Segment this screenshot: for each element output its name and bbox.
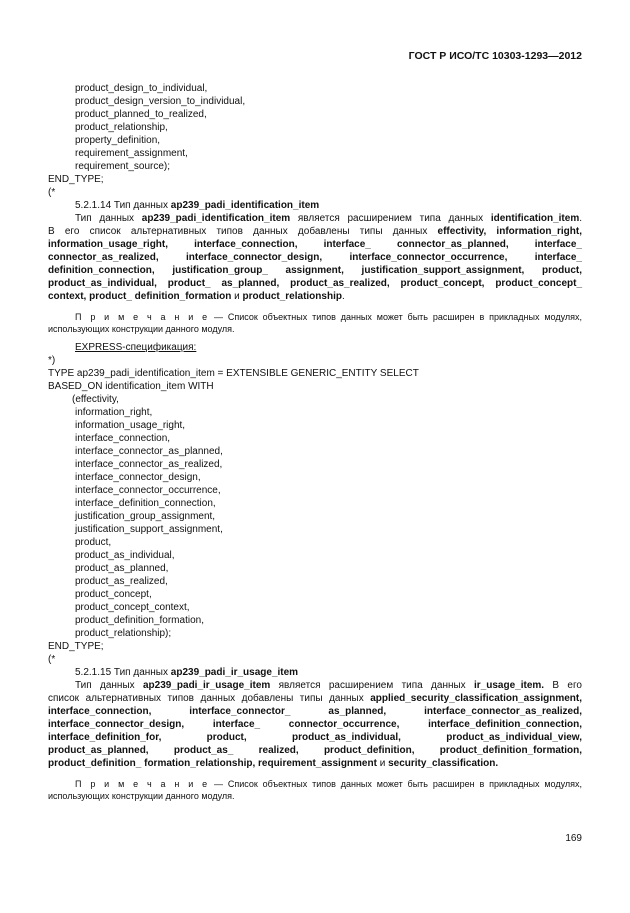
section-paragraph: Тип данных ap239_padi_identification_item является расширением типа данных identification_item. В его список альтернативных типов данных добавлены типы данных effectivity, information_right, information_usage_right, interface_connection, interface_ connector_as_planned, interface_ connector_as_realized, interface_connector_design, interface_connector_occurrence, interface_ definition_connection, justification_group_ assignment, justification_support_assignment, product, product_as_individual, product_ as_planned, product_as_realized, product_concept, product_concept_ context, product_ definition_formation и product_relationship.: [48, 213, 582, 302]
list-item: product_design_to_individual,: [75, 83, 208, 94]
comment-close: *): [48, 355, 56, 366]
list-item: interface_connector_as_realized,: [75, 459, 223, 470]
list-item: product_concept,: [75, 589, 152, 600]
list-item: interface_connector_design,: [75, 472, 201, 483]
section-heading: 5.2.1.14 Тип данных ap239_padi_identification_item: [75, 200, 320, 211]
list-item: information_right,: [75, 407, 153, 418]
note: П р и м е ч а н и е — Список объектных типов данных может быть расширен в прикладных модулях, использующих конструкции данного модуля.: [48, 779, 582, 801]
page-number: 169: [565, 833, 582, 844]
section-paragraph: Тип данных ap239_padi_ir_usage_item является расширением типа данных ir_usage_item. В его список альтернативных типов данных добавлены типы данных applied_security_classification_assignment, interface_connection, interface_connector_ as_planned, interface_connector_as_realized, interface_connector_design, interface_ connector_occurrence, interface_definition_connection, interface_definition_for, product, product_as_individual, product_as_individual_view, product_as_planned, product_as_ realized, product_definition, product_definition_formation, product_definition_ formation_relationship, requirement_assignment и security_classification.: [48, 680, 582, 769]
list-item: product_as_individual,: [75, 550, 175, 561]
note: П р и м е ч а н и е — Список объектных типов данных может быть расширен в прикладных модулях, использующих конструкции данного модуля.: [48, 312, 582, 334]
page-content: [48, 82, 582, 802]
list-item: requirement_assignment,: [75, 148, 188, 159]
list-item: product_as_planned,: [75, 563, 169, 574]
list-item: product_design_version_to_individual,: [75, 96, 246, 107]
list-item: (effectivity,: [72, 394, 119, 405]
list-item: product_definition_formation,: [75, 615, 204, 626]
list-item: information_usage_right,: [75, 420, 186, 431]
end-type: END_TYPE;: [48, 641, 104, 652]
express-label: EXPRESS-спецификация:: [75, 342, 197, 353]
list-item: property_definition,: [75, 135, 161, 146]
list-item: product_as_realized,: [75, 576, 168, 587]
list-item: product_relationship);: [75, 628, 172, 639]
list-item: requirement_source);: [75, 161, 171, 172]
comment-open: (*: [48, 187, 56, 198]
list-item: product_relationship,: [75, 122, 168, 133]
section-heading: 5.2.1.15 Тип данных ap239_padi_ir_usage_item: [75, 667, 299, 678]
list-item: interface_connector_as_planned,: [75, 446, 223, 457]
comment-open: (*: [48, 654, 56, 665]
type-declaration: TYPE ap239_padi_identification_item = EXTENSIBLE GENERIC_ENTITY SELECT: [48, 368, 419, 379]
list-item: justification_group_assignment,: [75, 511, 216, 522]
select-list: [48, 406, 582, 640]
list-item: product_planned_to_realized,: [75, 109, 207, 120]
list-item: interface_definition_connection,: [75, 498, 216, 509]
list-item: interface_connector_occurrence,: [75, 485, 221, 496]
based-on-line: BASED_ON identification_item WITH: [48, 381, 214, 392]
list-item: product_concept_context,: [75, 602, 190, 613]
end-type: END_TYPE;: [48, 174, 104, 185]
standard-header: ГОСТ Р ИСО/ТС 10303-1293—2012: [408, 50, 582, 62]
previous-select-list: [48, 82, 582, 173]
list-item: product,: [75, 537, 112, 548]
list-item: justification_support_assignment,: [75, 524, 223, 535]
list-item: interface_connection,: [75, 433, 171, 444]
